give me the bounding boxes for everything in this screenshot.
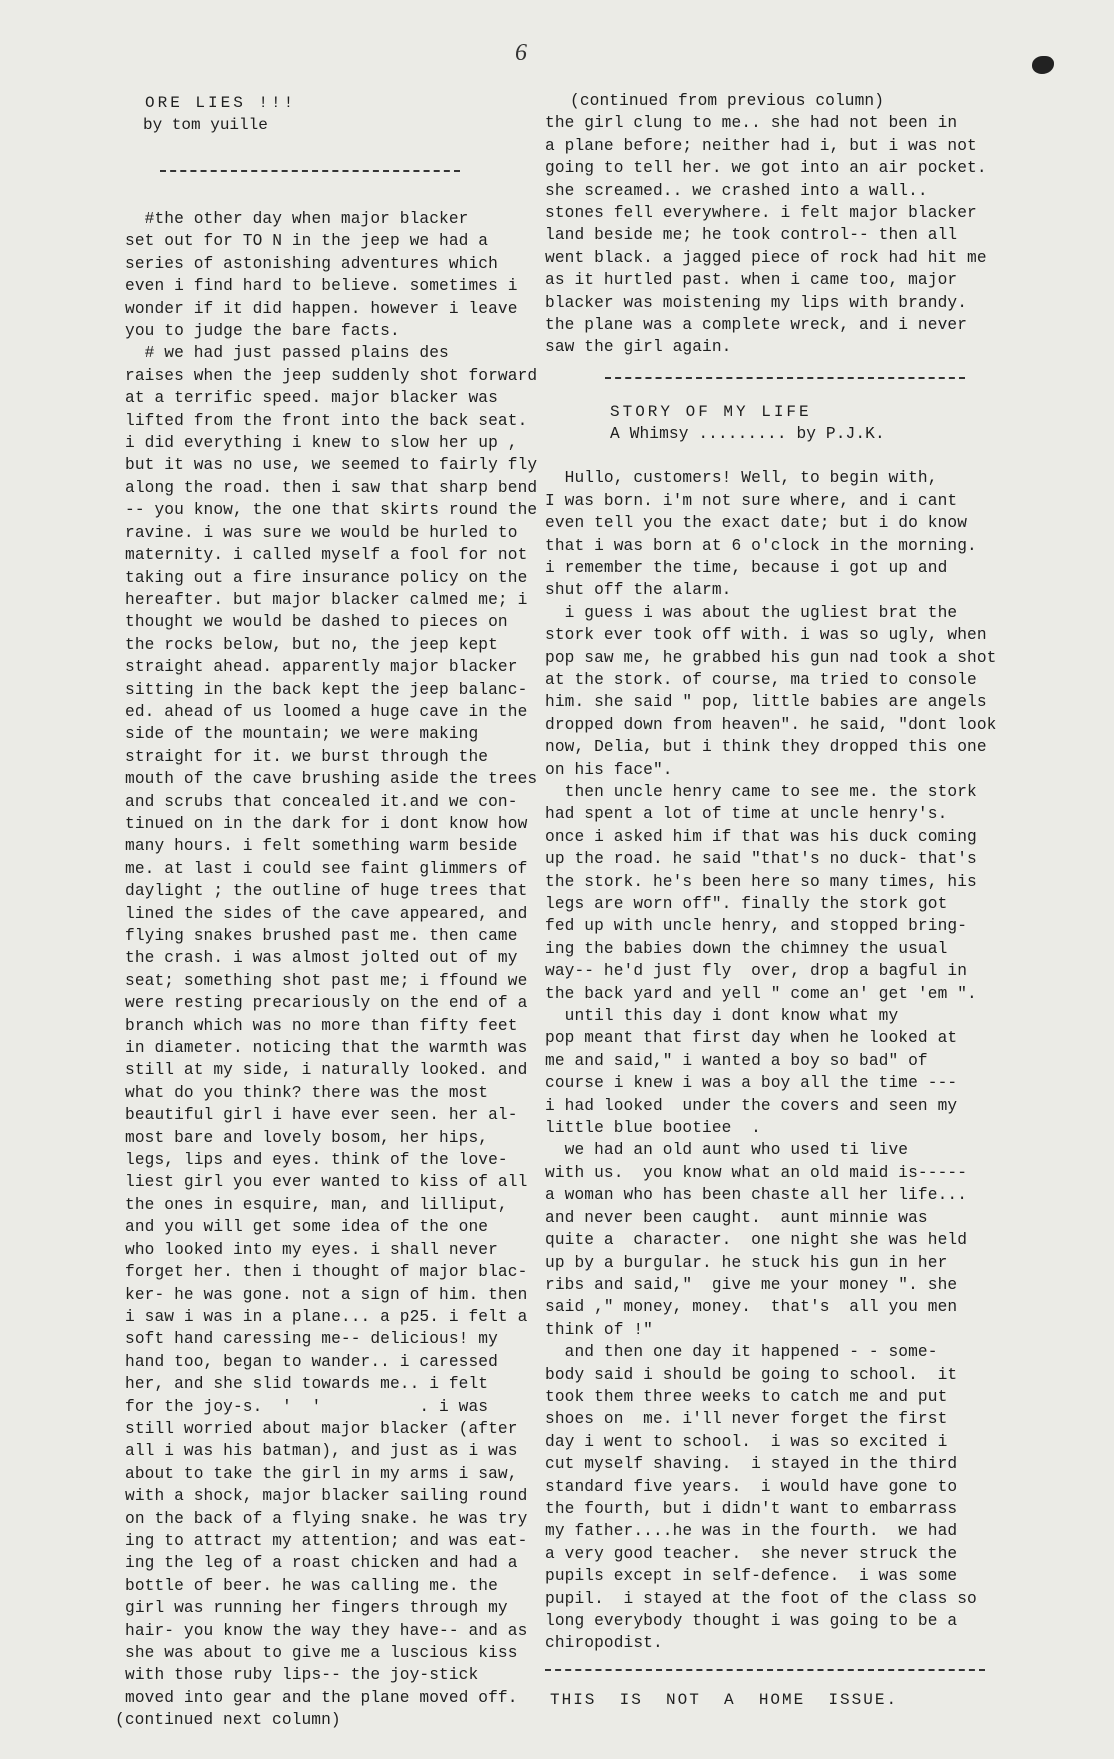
text-line: with a shock, major blacker sailing round [125, 1487, 528, 1506]
text-line: ing the babies down the chimney the usual [545, 939, 948, 958]
text-line: i had looked under the covers and seen my [545, 1096, 958, 1115]
text-line: she was about to give me a luscious kiss [125, 1644, 518, 1662]
text-line: tinued on in the dark for i dont know how [125, 814, 528, 833]
text-line: still worried about major blacker (after [125, 1419, 518, 1438]
text-line: at a terrific speed. major blacker was [125, 389, 498, 408]
text-line: -- you know, the one that skirts round the [125, 501, 538, 520]
text-line: and then one day it happened - - some- [545, 1343, 938, 1362]
text-line: up the road. he said "that's no duck- that's [545, 850, 977, 869]
text-line: went black. a jagged piece of rock had hit me [545, 248, 987, 267]
text-line: bottle of beer. he was calling me. the [125, 1576, 498, 1595]
text-line: a plane before; neither had i, but i was not [545, 136, 977, 155]
text-line: i saw i was in a plane... a p25. i felt a [125, 1307, 528, 1326]
text-line: lifted from the front into the back seat. [125, 411, 528, 430]
text-line: legs, lips and eyes. think of the love- [125, 1151, 508, 1170]
text-line: had spent a lot of time at uncle henry's. [545, 805, 948, 824]
text-line: body said i should be going to school. it [545, 1365, 958, 1384]
text-line: moved into gear and the plane moved off. [125, 1688, 518, 1707]
story-title-life: STORY OF MY LIFE [610, 402, 812, 421]
text-line: ribs and said," give me your money ". she [545, 1275, 958, 1294]
text-line: straight ahead. apparently major blacker [125, 658, 518, 677]
text-line: #the other day when major blacker [125, 210, 469, 228]
text-line: still at my side, i naturally looked. and [125, 1061, 528, 1080]
text-line: ing the leg of a roast chicken and had a [125, 1554, 518, 1573]
text-line: saw the girl again. [545, 338, 732, 357]
footer-note: THIS IS NOT A HOME ISSUE. [550, 1690, 899, 1709]
text-line: even i find hard to believe. sometimes i [125, 277, 518, 296]
text-line: took them three weeks to catch me and put [545, 1387, 948, 1406]
text-line: with us. you know what an old maid is----- [545, 1163, 968, 1182]
text-line: wonder if it did happen. however i leave [125, 299, 518, 318]
left-column [115, 92, 538, 1732]
text-line: the plane was a complete wreck, and i never [545, 316, 968, 335]
text-line: a very good teacher. she never struck the [545, 1544, 958, 1563]
right-column [545, 90, 1075, 1711]
text-line: my father....he was in the fourth. we had [545, 1522, 958, 1541]
text-line: chiropodist. [545, 1634, 663, 1653]
text-line: soft hand caressing me-- delicious! my [125, 1330, 498, 1349]
text-line: # we had just passed plains des [125, 344, 449, 363]
text-line: course i knew i was a boy all the time --- [545, 1074, 958, 1093]
text-line: beautiful girl i have ever seen. her al- [125, 1106, 518, 1125]
text-line: daylight ; the outline of huge trees that [125, 882, 528, 901]
text-line: that i was born at 6 o'clock in the morning. [545, 536, 977, 555]
text-line: shut off the alarm. [545, 581, 732, 600]
byline-lies: by tom yuille [143, 116, 268, 134]
text-line: mouth of the cave brushing aside the trees [125, 770, 538, 789]
text-line: lined the sides of the cave appeared, and [125, 904, 528, 923]
text-line: set out for TO N in the jeep we had a [125, 232, 489, 251]
divider-rule [160, 170, 460, 172]
text-line: the ones in esquire, man, and lilliput, [125, 1195, 508, 1214]
text-line: i remember the time, because i got up and [545, 558, 948, 577]
text-line: shoes on me. i'll never forget the first [545, 1410, 948, 1429]
text-line: as it hurtled past. when i came too, major [545, 271, 958, 290]
text-line: up by a burgular. he stuck his gun in her [545, 1253, 948, 1272]
text-line: maternity. i called myself a fool for not [125, 546, 528, 565]
text-line: seat; something shot past me; i ffound we [125, 971, 528, 990]
text-line: and you will get some idea of the one [125, 1218, 489, 1237]
text-line: the stork. he's been here so many times, his [545, 872, 977, 891]
continued-from-note: (continued from previous column) [570, 92, 885, 110]
text-line: for the joy-s. ' ' . i was [125, 1397, 489, 1416]
text-line: at the stork. of course, ma tried to console [545, 670, 977, 689]
text-line: i did everything i knew to slow her up , [125, 434, 518, 453]
text-line: the back yard and yell " come an' get 'em ". [545, 984, 977, 1003]
text-line: thought we would be dashed to pieces on [125, 613, 508, 632]
text-line: flying snakes brushed past me. then came [125, 927, 518, 945]
text-line: then uncle henry came to see me. the stork [545, 782, 977, 801]
text-line: sitting in the back kept the jeep balanc- [125, 680, 528, 699]
story-subtitle: A Whimsy ......... by P.J.K. [610, 424, 885, 443]
text-line: dropped down from heaven". he said, "dont look [545, 715, 997, 734]
text-line: cut myself shaving. i stayed in the third [545, 1455, 958, 1474]
text-line: in diameter. noticing that the warmth was [125, 1039, 528, 1058]
text-line: quite a character. one night she was held [545, 1231, 968, 1250]
text-line: along the road. then i saw that sharp bend [125, 478, 538, 497]
text-line: standard five years. i would have gone to [545, 1477, 958, 1496]
text-line: the fourth, but i didn't want to embarrass [545, 1499, 958, 1518]
divider-rule [545, 1669, 985, 1671]
text-line: pop meant that first day when he looked at [545, 1029, 958, 1048]
text-line: on his face". [545, 760, 673, 779]
text-line: about to take the girl in my arms i saw, [125, 1464, 518, 1483]
text-line: were resting precariously on the end of a [125, 994, 528, 1013]
divider-rule [605, 377, 965, 379]
text-line: way-- he'd just fly over, drop a bagful in [545, 962, 968, 981]
text-line: her, and she slid towards me.. i felt [125, 1375, 489, 1394]
right-continuation-body [545, 112, 1075, 358]
text-line: all i was his batman), and just as i was [125, 1442, 518, 1461]
text-line: taking out a fire insurance policy on the [125, 568, 528, 587]
text-line: on the back of a flying snake. he was try [125, 1509, 528, 1528]
text-line: ed. ahead of us loomed a huge cave in the [125, 702, 528, 721]
text-line: side of the mountain; we were making [125, 725, 479, 744]
ink-blot [1032, 56, 1054, 74]
left-story-body [125, 208, 538, 1709]
text-line: the rocks below, but no, the jeep kept [125, 635, 498, 654]
text-line: girl was running her fingers through my [125, 1599, 508, 1618]
text-line: day i went to school. i was so excited i [545, 1432, 948, 1451]
text-line: liest girl you ever wanted to kiss of all [125, 1173, 528, 1192]
text-line: most bare and lovely bosom, her hips, [125, 1128, 489, 1147]
text-line: she screamed.. we crashed into a wall.. [545, 181, 928, 200]
text-line: many hours. i felt something warm beside [125, 837, 518, 856]
text-line: think of !" [545, 1320, 653, 1339]
text-line: once i asked him if that was his duck coming [545, 827, 977, 846]
continued-next-note: (continued next column) [115, 1711, 341, 1730]
text-line: and never been caught. aunt minnie was [545, 1208, 928, 1227]
text-line: blacker was moistening my lips with brandy. [545, 293, 968, 312]
right-story-body [545, 467, 1075, 1655]
text-line: and scrubs that concealed it.and we con- [125, 792, 518, 811]
text-line: legs are worn off". finally the stork got [545, 895, 948, 913]
story-title-lies: ORE LIES !!! [145, 94, 297, 112]
text-line: land beside me; he took control-- then all [545, 226, 958, 245]
text-line: with those ruby lips-- the joy-stick [125, 1666, 479, 1685]
text-line: Hullo, customers! Well, to begin with, [545, 469, 938, 488]
text-line: ing to attract my attention; and was eat- [125, 1531, 528, 1550]
text-line: long everybody thought i was going to be a [545, 1612, 958, 1630]
page-number: 6 [515, 40, 527, 66]
text-line: the crash. i was almost jolted out of my [125, 949, 518, 968]
text-line: I was born. i'm not sure where, and i cant [545, 491, 958, 510]
text-line: forget her. then i thought of major blac- [125, 1263, 528, 1282]
text-line: going to tell her. we got into an air pocket. [545, 159, 987, 178]
text-line: i guess i was about the ugliest brat the [545, 603, 958, 622]
text-line: said ," money, money. that's all you men [545, 1298, 958, 1317]
text-line: stones fell everywhere. i felt major blacker [545, 204, 977, 223]
text-line: who looked into my eyes. i shall never [125, 1240, 498, 1259]
text-line: a woman who has been chaste all her life... [545, 1186, 968, 1205]
text-line: the girl clung to me.. she had not been in [545, 114, 958, 133]
text-line: ravine. i was sure we would be hurled to [125, 523, 518, 542]
text-line: now, Delia, but i think they dropped this one [545, 738, 987, 757]
text-line: little blue bootiee . [545, 1119, 761, 1138]
text-line: raises when the jeep suddenly shot forward [125, 366, 538, 385]
text-line: fed up with uncle henry, and stopped bring- [545, 917, 968, 936]
text-line: hereafter. but major blacker calmed me; i [125, 590, 528, 609]
text-line: hair- you know the way they have-- and as [125, 1621, 528, 1640]
text-line: stork ever took off with. i was so ugly, when [545, 626, 987, 645]
text-line: ker- he was gone. not a sign of him. then [125, 1285, 528, 1304]
text-line: pupils except in self-defence. i was some [545, 1567, 958, 1586]
text-line: pupil. i stayed at the foot of the class so [545, 1589, 977, 1608]
text-line: until this day i dont know what my [545, 1007, 899, 1026]
text-line: what do you think? there was the most [125, 1083, 489, 1102]
text-line: series of astonishing adventures which [125, 254, 498, 273]
text-line: me. at last i could see faint glimmers of [125, 859, 528, 878]
text-line: you to judge the bare facts. [125, 322, 400, 341]
text-line: but it was no use, we seemed to fairly fly [125, 456, 538, 475]
text-line: pop saw me, he grabbed his gun nad took a shot [545, 648, 997, 667]
text-line: we had an old aunt who used ti live [545, 1141, 909, 1160]
text-line: even tell you the exact date; but i do know [545, 514, 968, 533]
text-line: him. she said " pop, little babies are angels [545, 693, 987, 712]
text-line: me and said," i wanted a boy so bad" of [545, 1051, 928, 1070]
text-line: branch which was no more than fifty feet [125, 1016, 518, 1035]
text-line: hand too, began to wander.. i caressed [125, 1352, 498, 1371]
text-line: straight for it. we burst through the [125, 747, 489, 766]
